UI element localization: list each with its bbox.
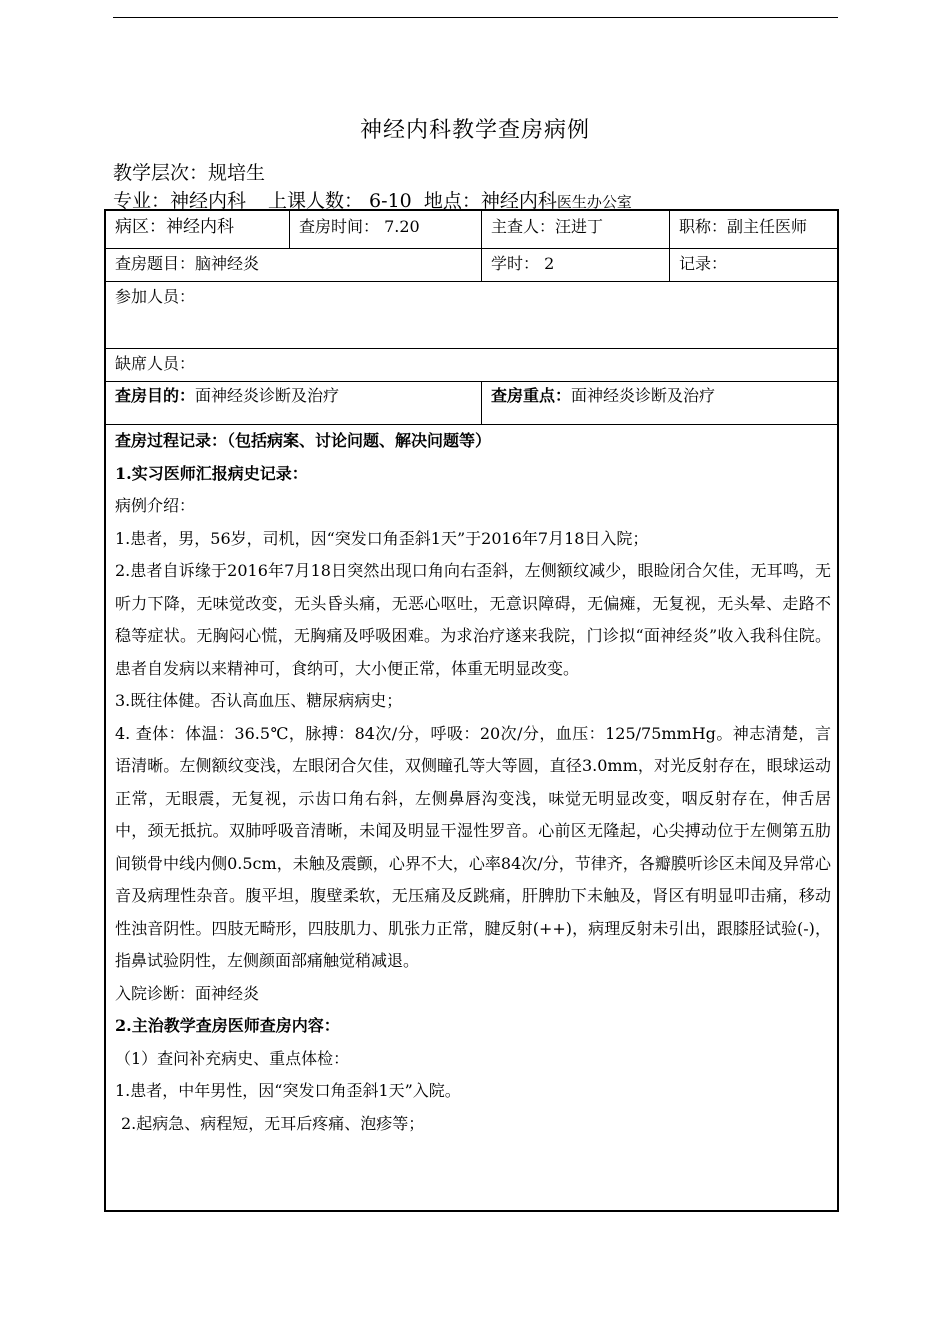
focus-value: 面神经炎诊断及治疗 bbox=[571, 386, 716, 405]
table-row-purpose bbox=[106, 382, 837, 425]
history-item-1: 1.患者，男，56岁，司机，因“突发口角歪斜1天”于2016年7月18日入院； bbox=[115, 528, 649, 548]
focus-cell bbox=[481, 382, 837, 424]
header-rule bbox=[113, 17, 838, 18]
location-room: 医生办公室 bbox=[556, 193, 632, 211]
purpose-label: 查房目的： bbox=[115, 386, 196, 405]
table-row-participants bbox=[106, 282, 837, 349]
admission-diagnosis: 入院诊断：面神经炎 bbox=[115, 983, 260, 1003]
purpose-value: 面神经炎诊断及治疗 bbox=[195, 386, 340, 405]
attendance-count: 上课人数： 6-10 bbox=[268, 190, 412, 212]
hours-cell: 学时： 2 bbox=[481, 249, 669, 281]
host-cell: 主查人：汪进丁 bbox=[481, 211, 669, 248]
recorder-cell: 记录： bbox=[669, 249, 837, 281]
table-row-topic bbox=[106, 249, 837, 282]
section-2-heading: 2.主治教学查房医师查房内容： bbox=[115, 1016, 340, 1035]
topic-cell: 查房题目：脑神经炎 bbox=[115, 254, 260, 273]
focus-label: 查房重点： bbox=[491, 386, 572, 405]
participants-cell: 参加人员： bbox=[115, 287, 196, 306]
history-item-2: 2.患者自诉缘于2016年7月18日突然出现口角向右歪斜，左侧额纹减少，眼睑闭合欠佳，无耳鸣，无听力下降，无味觉改变，无头昏头痛，无恶心呕吐，无意识障碍，无偏瘫，无复视，无头晕、走路不稳等症状。无胸闷心慌，无胸痛及呼吸困难。为求治疗遂来我院，门诊拟“面神经炎”收入我科住院。患者自发病以来精神可，食纳可，大小便正常，体重无明显改变。 bbox=[115, 561, 831, 678]
table-row-header bbox=[106, 211, 837, 249]
history-item-4: 4. 查体：体温：36.5℃，脉搏：84次/分，呼吸：20次/分，血压：125/75mmHg。神志清楚，言语清晰。左侧额纹变浅，左眼闭合欠佳，双侧瞳孔等大等圆，直径3.0mm，对光反射存在，眼球运动正常，无眼震，无复视，示齿口角右斜，左侧鼻唇沟变浅，味觉无明显改变，咽反射存在，伸舌居中，颈无抵抗。双肺呼吸音清晰，未闻及明显干湿性罗音。心前区无隆起，心尖搏动位于左侧第五肋间锁骨中线内侧0.5cm，未触及震颤，心界不大，心率84次/分，节律齐，各瓣膜听诊区未闻及异常心音及病理性杂音。腹平坦，腹壁柔软，无压痛及反跳痛，肝脾肋下未触及，肾区有明显叩击痛，移动性浊音阴性。四肢无畸形，四肢肌力、肌张力正常，腱反射(++)，病理反射未引出，跟膝胫试验(-)，指鼻试验阴性，左侧颜面部痛触觉稍减退。 bbox=[115, 723, 831, 970]
history-item-3: 3.既往体健。否认高血压、糖尿病病史； bbox=[115, 691, 403, 710]
teaching-level: 教学层次：规培生 bbox=[113, 162, 266, 184]
ward-cell: 病区：神经内科 bbox=[115, 217, 234, 237]
round-time-cell: 查房时间： 7.20 bbox=[289, 211, 481, 248]
round-record bbox=[115, 425, 831, 1140]
section-1-heading: 1.实习医师汇报病史记录： bbox=[115, 463, 308, 483]
intro-label: 病例介绍： bbox=[115, 496, 196, 515]
record-heading: 查房过程记录：（包括病案、讨论问题、解决问题等） bbox=[115, 431, 492, 450]
ward-round-table bbox=[104, 209, 839, 1212]
table-row-absent bbox=[106, 349, 837, 382]
subsection-1: （1）查问补充病史、重点体检： bbox=[115, 1048, 350, 1068]
point-2: 2.起病急、病程短，无耳后疼痛、泡疹等； bbox=[121, 1113, 425, 1133]
location: 地点：神经内科 bbox=[423, 190, 557, 212]
purpose-cell bbox=[106, 382, 481, 424]
point-1: 1.患者，中年男性，因“突发口角歪斜1天”入院。 bbox=[115, 1081, 461, 1100]
title-rank-cell: 职称：副主任医师 bbox=[669, 211, 837, 248]
document-title: 神经内科教学查房病例 bbox=[359, 118, 590, 143]
absent-cell: 缺席人员： bbox=[115, 354, 196, 373]
major: 专业：神经内科 bbox=[113, 190, 247, 212]
